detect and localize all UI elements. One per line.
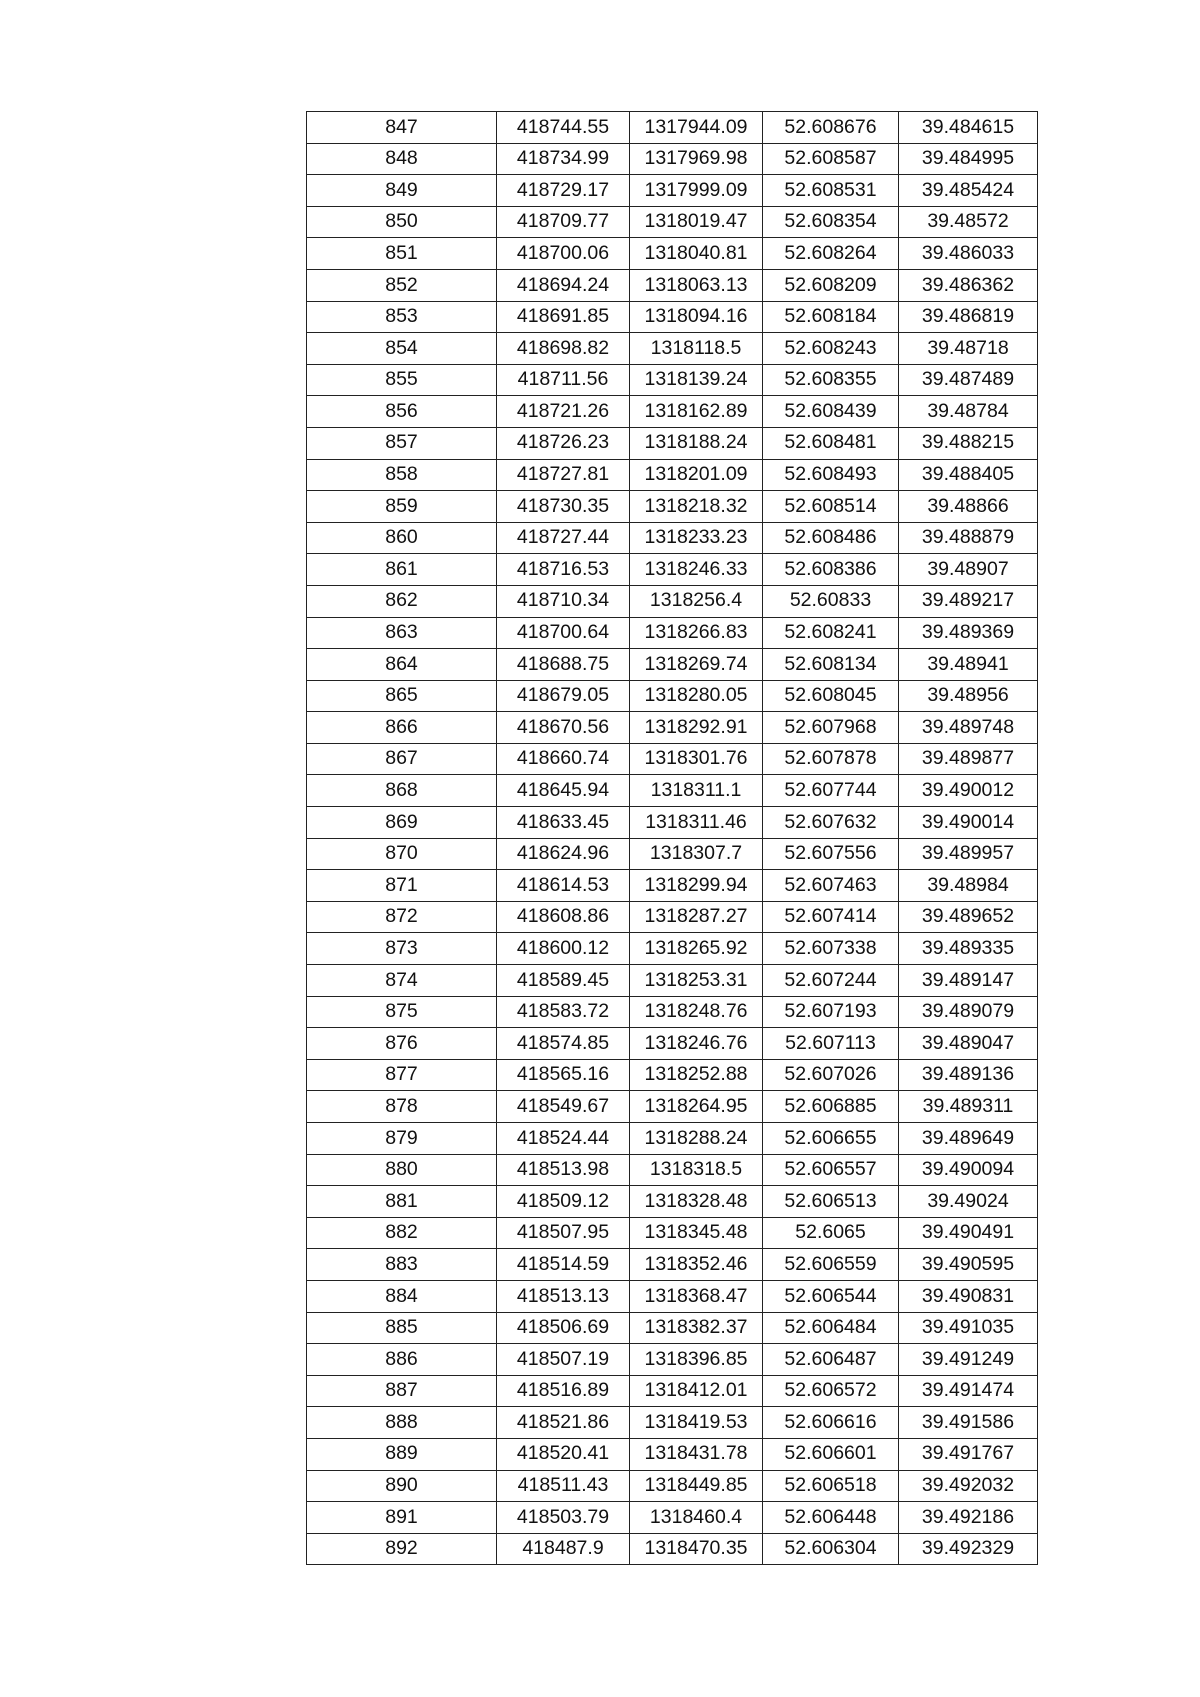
y-coordinate-cell: 1318201.09 [630,459,763,491]
x-coordinate-cell: 418711.56 [497,364,630,396]
y-coordinate-cell: 1318382.37 [630,1312,763,1344]
latitude-cell: 52.608486 [763,522,899,554]
latitude-cell: 52.607632 [763,807,899,839]
latitude-cell: 52.607878 [763,743,899,775]
point-number-cell: 876 [307,1028,497,1060]
table-row [307,870,1038,902]
point-number-cell: 871 [307,870,497,902]
point-number-cell: 873 [307,933,497,965]
x-coordinate-cell: 418700.06 [497,238,630,270]
x-coordinate-cell: 418549.67 [497,1091,630,1123]
point-number-cell: 862 [307,585,497,617]
latitude-cell: 52.607244 [763,965,899,997]
longitude-cell: 39.489877 [899,743,1038,775]
longitude-cell: 39.485424 [899,175,1038,207]
point-number-cell: 867 [307,743,497,775]
table-row [307,522,1038,554]
table-row [307,1186,1038,1218]
latitude-cell: 52.608481 [763,427,899,459]
longitude-cell: 39.48907 [899,554,1038,586]
y-coordinate-cell: 1318299.94 [630,870,763,902]
longitude-cell: 39.488879 [899,522,1038,554]
latitude-cell: 52.608355 [763,364,899,396]
y-coordinate-cell: 1318318.5 [630,1154,763,1186]
x-coordinate-cell: 418716.53 [497,554,630,586]
table-row [307,1407,1038,1439]
point-number-cell: 889 [307,1438,497,1470]
longitude-cell: 39.484995 [899,143,1038,175]
x-coordinate-cell: 418503.79 [497,1502,630,1534]
table-row [307,1123,1038,1155]
y-coordinate-cell: 1318368.47 [630,1280,763,1312]
latitude-cell: 52.607193 [763,996,899,1028]
x-coordinate-cell: 418507.95 [497,1217,630,1249]
table-row [307,807,1038,839]
longitude-cell: 39.491586 [899,1407,1038,1439]
longitude-cell: 39.489147 [899,965,1038,997]
table-row [307,1438,1038,1470]
table-row [307,1470,1038,1502]
point-number-cell: 868 [307,775,497,807]
longitude-cell: 39.486362 [899,269,1038,301]
longitude-cell: 39.487489 [899,364,1038,396]
latitude-cell: 52.607556 [763,838,899,870]
latitude-cell: 52.608209 [763,269,899,301]
y-coordinate-cell: 1318248.76 [630,996,763,1028]
x-coordinate-cell: 418513.98 [497,1154,630,1186]
y-coordinate-cell: 1318460.4 [630,1502,763,1534]
point-number-cell: 881 [307,1186,497,1218]
point-number-cell: 847 [307,112,497,144]
longitude-cell: 39.489652 [899,901,1038,933]
longitude-cell: 39.489136 [899,1059,1038,1091]
y-coordinate-cell: 1318412.01 [630,1375,763,1407]
longitude-cell: 39.486819 [899,301,1038,333]
point-number-cell: 856 [307,396,497,428]
y-coordinate-cell: 1318218.32 [630,491,763,523]
table-row [307,396,1038,428]
table-row [307,1533,1038,1565]
x-coordinate-cell: 418694.24 [497,269,630,301]
table-row [307,175,1038,207]
point-number-cell: 875 [307,996,497,1028]
table-row [307,1312,1038,1344]
point-number-cell: 886 [307,1344,497,1376]
y-coordinate-cell: 1318265.92 [630,933,763,965]
x-coordinate-cell: 418565.16 [497,1059,630,1091]
x-coordinate-cell: 418709.77 [497,206,630,238]
y-coordinate-cell: 1317944.09 [630,112,763,144]
y-coordinate-cell: 1318280.05 [630,680,763,712]
table-row [307,712,1038,744]
y-coordinate-cell: 1318311.1 [630,775,763,807]
y-coordinate-cell: 1318264.95 [630,1091,763,1123]
table-row [307,491,1038,523]
latitude-cell: 52.608439 [763,396,899,428]
table-row [307,585,1038,617]
table-row [307,364,1038,396]
longitude-cell: 39.491474 [899,1375,1038,1407]
latitude-cell: 52.608045 [763,680,899,712]
latitude-cell: 52.608493 [763,459,899,491]
y-coordinate-cell: 1318252.88 [630,1059,763,1091]
point-number-cell: 849 [307,175,497,207]
point-number-cell: 878 [307,1091,497,1123]
latitude-cell: 52.608531 [763,175,899,207]
point-number-cell: 860 [307,522,497,554]
point-number-cell: 853 [307,301,497,333]
latitude-cell: 52.608243 [763,333,899,365]
table-row [307,1502,1038,1534]
longitude-cell: 39.48718 [899,333,1038,365]
point-number-cell: 887 [307,1375,497,1407]
point-number-cell: 891 [307,1502,497,1534]
x-coordinate-cell: 418679.05 [497,680,630,712]
x-coordinate-cell: 418624.96 [497,838,630,870]
longitude-cell: 39.489047 [899,1028,1038,1060]
point-number-cell: 890 [307,1470,497,1502]
longitude-cell: 39.492329 [899,1533,1038,1565]
longitude-cell: 39.491249 [899,1344,1038,1376]
latitude-cell: 52.607744 [763,775,899,807]
y-coordinate-cell: 1318328.48 [630,1186,763,1218]
y-coordinate-cell: 1318233.23 [630,522,763,554]
longitude-cell: 39.488215 [899,427,1038,459]
table-row [307,1059,1038,1091]
latitude-cell: 52.608184 [763,301,899,333]
longitude-cell: 39.490595 [899,1249,1038,1281]
x-coordinate-cell: 418521.86 [497,1407,630,1439]
y-coordinate-cell: 1318352.46 [630,1249,763,1281]
longitude-cell: 39.490012 [899,775,1038,807]
point-number-cell: 861 [307,554,497,586]
longitude-cell: 39.491767 [899,1438,1038,1470]
point-number-cell: 854 [307,333,497,365]
latitude-cell: 52.607026 [763,1059,899,1091]
y-coordinate-cell: 1318162.89 [630,396,763,428]
longitude-cell: 39.490831 [899,1280,1038,1312]
table-row [307,680,1038,712]
table-row [307,1217,1038,1249]
longitude-cell: 39.48572 [899,206,1038,238]
table-row [307,427,1038,459]
table-row [307,143,1038,175]
point-number-cell: 855 [307,364,497,396]
latitude-cell: 52.608386 [763,554,899,586]
y-coordinate-cell: 1318256.4 [630,585,763,617]
table-row [307,206,1038,238]
point-number-cell: 851 [307,238,497,270]
point-number-cell: 859 [307,491,497,523]
table-row [307,838,1038,870]
table-row [307,775,1038,807]
x-coordinate-cell: 418574.85 [497,1028,630,1060]
y-coordinate-cell: 1318292.91 [630,712,763,744]
longitude-cell: 39.486033 [899,238,1038,270]
latitude-cell: 52.607113 [763,1028,899,1060]
x-coordinate-cell: 418507.19 [497,1344,630,1376]
latitude-cell: 52.606513 [763,1186,899,1218]
x-coordinate-cell: 418734.99 [497,143,630,175]
latitude-cell: 52.608676 [763,112,899,144]
y-coordinate-cell: 1318040.81 [630,238,763,270]
point-number-cell: 872 [307,901,497,933]
point-number-cell: 858 [307,459,497,491]
x-coordinate-cell: 418633.45 [497,807,630,839]
x-coordinate-cell: 418729.17 [497,175,630,207]
x-coordinate-cell: 418726.23 [497,427,630,459]
longitude-cell: 39.48956 [899,680,1038,712]
table-row [307,238,1038,270]
point-number-cell: 883 [307,1249,497,1281]
latitude-cell: 52.608514 [763,491,899,523]
point-number-cell: 848 [307,143,497,175]
y-coordinate-cell: 1318419.53 [630,1407,763,1439]
longitude-cell: 39.49024 [899,1186,1038,1218]
y-coordinate-cell: 1318094.16 [630,301,763,333]
x-coordinate-cell: 418524.44 [497,1123,630,1155]
y-coordinate-cell: 1318431.78 [630,1438,763,1470]
table-row [307,301,1038,333]
y-coordinate-cell: 1317999.09 [630,175,763,207]
x-coordinate-cell: 418727.44 [497,522,630,554]
x-coordinate-cell: 418600.12 [497,933,630,965]
point-number-cell: 877 [307,1059,497,1091]
point-number-cell: 882 [307,1217,497,1249]
longitude-cell: 39.48941 [899,649,1038,681]
table-row [307,459,1038,491]
table-row [307,743,1038,775]
longitude-cell: 39.490014 [899,807,1038,839]
latitude-cell: 52.608241 [763,617,899,649]
latitude-cell: 52.606544 [763,1280,899,1312]
x-coordinate-cell: 418660.74 [497,743,630,775]
y-coordinate-cell: 1318246.76 [630,1028,763,1060]
latitude-cell: 52.606559 [763,1249,899,1281]
table-row [307,1344,1038,1376]
x-coordinate-cell: 418727.81 [497,459,630,491]
latitude-cell: 52.608587 [763,143,899,175]
longitude-cell: 39.492186 [899,1502,1038,1534]
y-coordinate-cell: 1318266.83 [630,617,763,649]
y-coordinate-cell: 1318253.31 [630,965,763,997]
table-row [307,1375,1038,1407]
x-coordinate-cell: 418513.13 [497,1280,630,1312]
longitude-cell: 39.492032 [899,1470,1038,1502]
table-row [307,933,1038,965]
point-number-cell: 874 [307,965,497,997]
longitude-cell: 39.490491 [899,1217,1038,1249]
longitude-cell: 39.489311 [899,1091,1038,1123]
latitude-cell: 52.608264 [763,238,899,270]
table-row [307,617,1038,649]
table-row [307,269,1038,301]
x-coordinate-cell: 418688.75 [497,649,630,681]
point-number-cell: 892 [307,1533,497,1565]
latitude-cell: 52.6065 [763,1217,899,1249]
latitude-cell: 52.60833 [763,585,899,617]
longitude-cell: 39.48866 [899,491,1038,523]
x-coordinate-cell: 418721.26 [497,396,630,428]
y-coordinate-cell: 1318396.85 [630,1344,763,1376]
x-coordinate-cell: 418700.64 [497,617,630,649]
point-number-cell: 888 [307,1407,497,1439]
point-number-cell: 885 [307,1312,497,1344]
longitude-cell: 39.488405 [899,459,1038,491]
latitude-cell: 52.606572 [763,1375,899,1407]
longitude-cell: 39.489748 [899,712,1038,744]
latitude-cell: 52.606557 [763,1154,899,1186]
table-row [307,1091,1038,1123]
latitude-cell: 52.606518 [763,1470,899,1502]
table-row [307,965,1038,997]
longitude-cell: 39.489079 [899,996,1038,1028]
coordinates-table [306,111,1038,1565]
y-coordinate-cell: 1318301.76 [630,743,763,775]
latitude-cell: 52.606304 [763,1533,899,1565]
table-row [307,112,1038,144]
x-coordinate-cell: 418698.82 [497,333,630,365]
x-coordinate-cell: 418744.55 [497,112,630,144]
point-number-cell: 879 [307,1123,497,1155]
x-coordinate-cell: 418645.94 [497,775,630,807]
x-coordinate-cell: 418614.53 [497,870,630,902]
latitude-cell: 52.607463 [763,870,899,902]
point-number-cell: 869 [307,807,497,839]
longitude-cell: 39.489335 [899,933,1038,965]
y-coordinate-cell: 1318118.5 [630,333,763,365]
table-row [307,901,1038,933]
x-coordinate-cell: 418516.89 [497,1375,630,1407]
y-coordinate-cell: 1318288.24 [630,1123,763,1155]
x-coordinate-cell: 418730.35 [497,491,630,523]
x-coordinate-cell: 418710.34 [497,585,630,617]
longitude-cell: 39.491035 [899,1312,1038,1344]
latitude-cell: 52.606885 [763,1091,899,1123]
table-row [307,1028,1038,1060]
y-coordinate-cell: 1318470.35 [630,1533,763,1565]
table-row [307,996,1038,1028]
x-coordinate-cell: 418670.56 [497,712,630,744]
x-coordinate-cell: 418506.69 [497,1312,630,1344]
x-coordinate-cell: 418589.45 [497,965,630,997]
y-coordinate-cell: 1318269.74 [630,649,763,681]
x-coordinate-cell: 418487.9 [497,1533,630,1565]
longitude-cell: 39.484615 [899,112,1038,144]
x-coordinate-cell: 418691.85 [497,301,630,333]
longitude-cell: 39.490094 [899,1154,1038,1186]
table-row [307,649,1038,681]
x-coordinate-cell: 418509.12 [497,1186,630,1218]
latitude-cell: 52.606487 [763,1344,899,1376]
table-row [307,1154,1038,1186]
y-coordinate-cell: 1318246.33 [630,554,763,586]
point-number-cell: 863 [307,617,497,649]
longitude-cell: 39.489369 [899,617,1038,649]
latitude-cell: 52.608354 [763,206,899,238]
point-number-cell: 870 [307,838,497,870]
table-row [307,1249,1038,1281]
latitude-cell: 52.607968 [763,712,899,744]
point-number-cell: 864 [307,649,497,681]
y-coordinate-cell: 1318287.27 [630,901,763,933]
y-coordinate-cell: 1318188.24 [630,427,763,459]
latitude-cell: 52.606448 [763,1502,899,1534]
y-coordinate-cell: 1318019.47 [630,206,763,238]
x-coordinate-cell: 418514.59 [497,1249,630,1281]
y-coordinate-cell: 1318063.13 [630,269,763,301]
latitude-cell: 52.606655 [763,1123,899,1155]
coordinates-table-body [307,112,1038,1565]
latitude-cell: 52.607338 [763,933,899,965]
table-row [307,554,1038,586]
latitude-cell: 52.606601 [763,1438,899,1470]
point-number-cell: 850 [307,206,497,238]
table-row [307,1280,1038,1312]
y-coordinate-cell: 1317969.98 [630,143,763,175]
point-number-cell: 884 [307,1280,497,1312]
y-coordinate-cell: 1318311.46 [630,807,763,839]
latitude-cell: 52.606616 [763,1407,899,1439]
longitude-cell: 39.48784 [899,396,1038,428]
y-coordinate-cell: 1318307.7 [630,838,763,870]
longitude-cell: 39.489217 [899,585,1038,617]
y-coordinate-cell: 1318345.48 [630,1217,763,1249]
longitude-cell: 39.489649 [899,1123,1038,1155]
latitude-cell: 52.606484 [763,1312,899,1344]
point-number-cell: 880 [307,1154,497,1186]
x-coordinate-cell: 418608.86 [497,901,630,933]
point-number-cell: 857 [307,427,497,459]
point-number-cell: 866 [307,712,497,744]
table-row [307,333,1038,365]
longitude-cell: 39.48984 [899,870,1038,902]
latitude-cell: 52.607414 [763,901,899,933]
x-coordinate-cell: 418511.43 [497,1470,630,1502]
y-coordinate-cell: 1318449.85 [630,1470,763,1502]
latitude-cell: 52.608134 [763,649,899,681]
point-number-cell: 865 [307,680,497,712]
y-coordinate-cell: 1318139.24 [630,364,763,396]
longitude-cell: 39.489957 [899,838,1038,870]
x-coordinate-cell: 418520.41 [497,1438,630,1470]
x-coordinate-cell: 418583.72 [497,996,630,1028]
point-number-cell: 852 [307,269,497,301]
